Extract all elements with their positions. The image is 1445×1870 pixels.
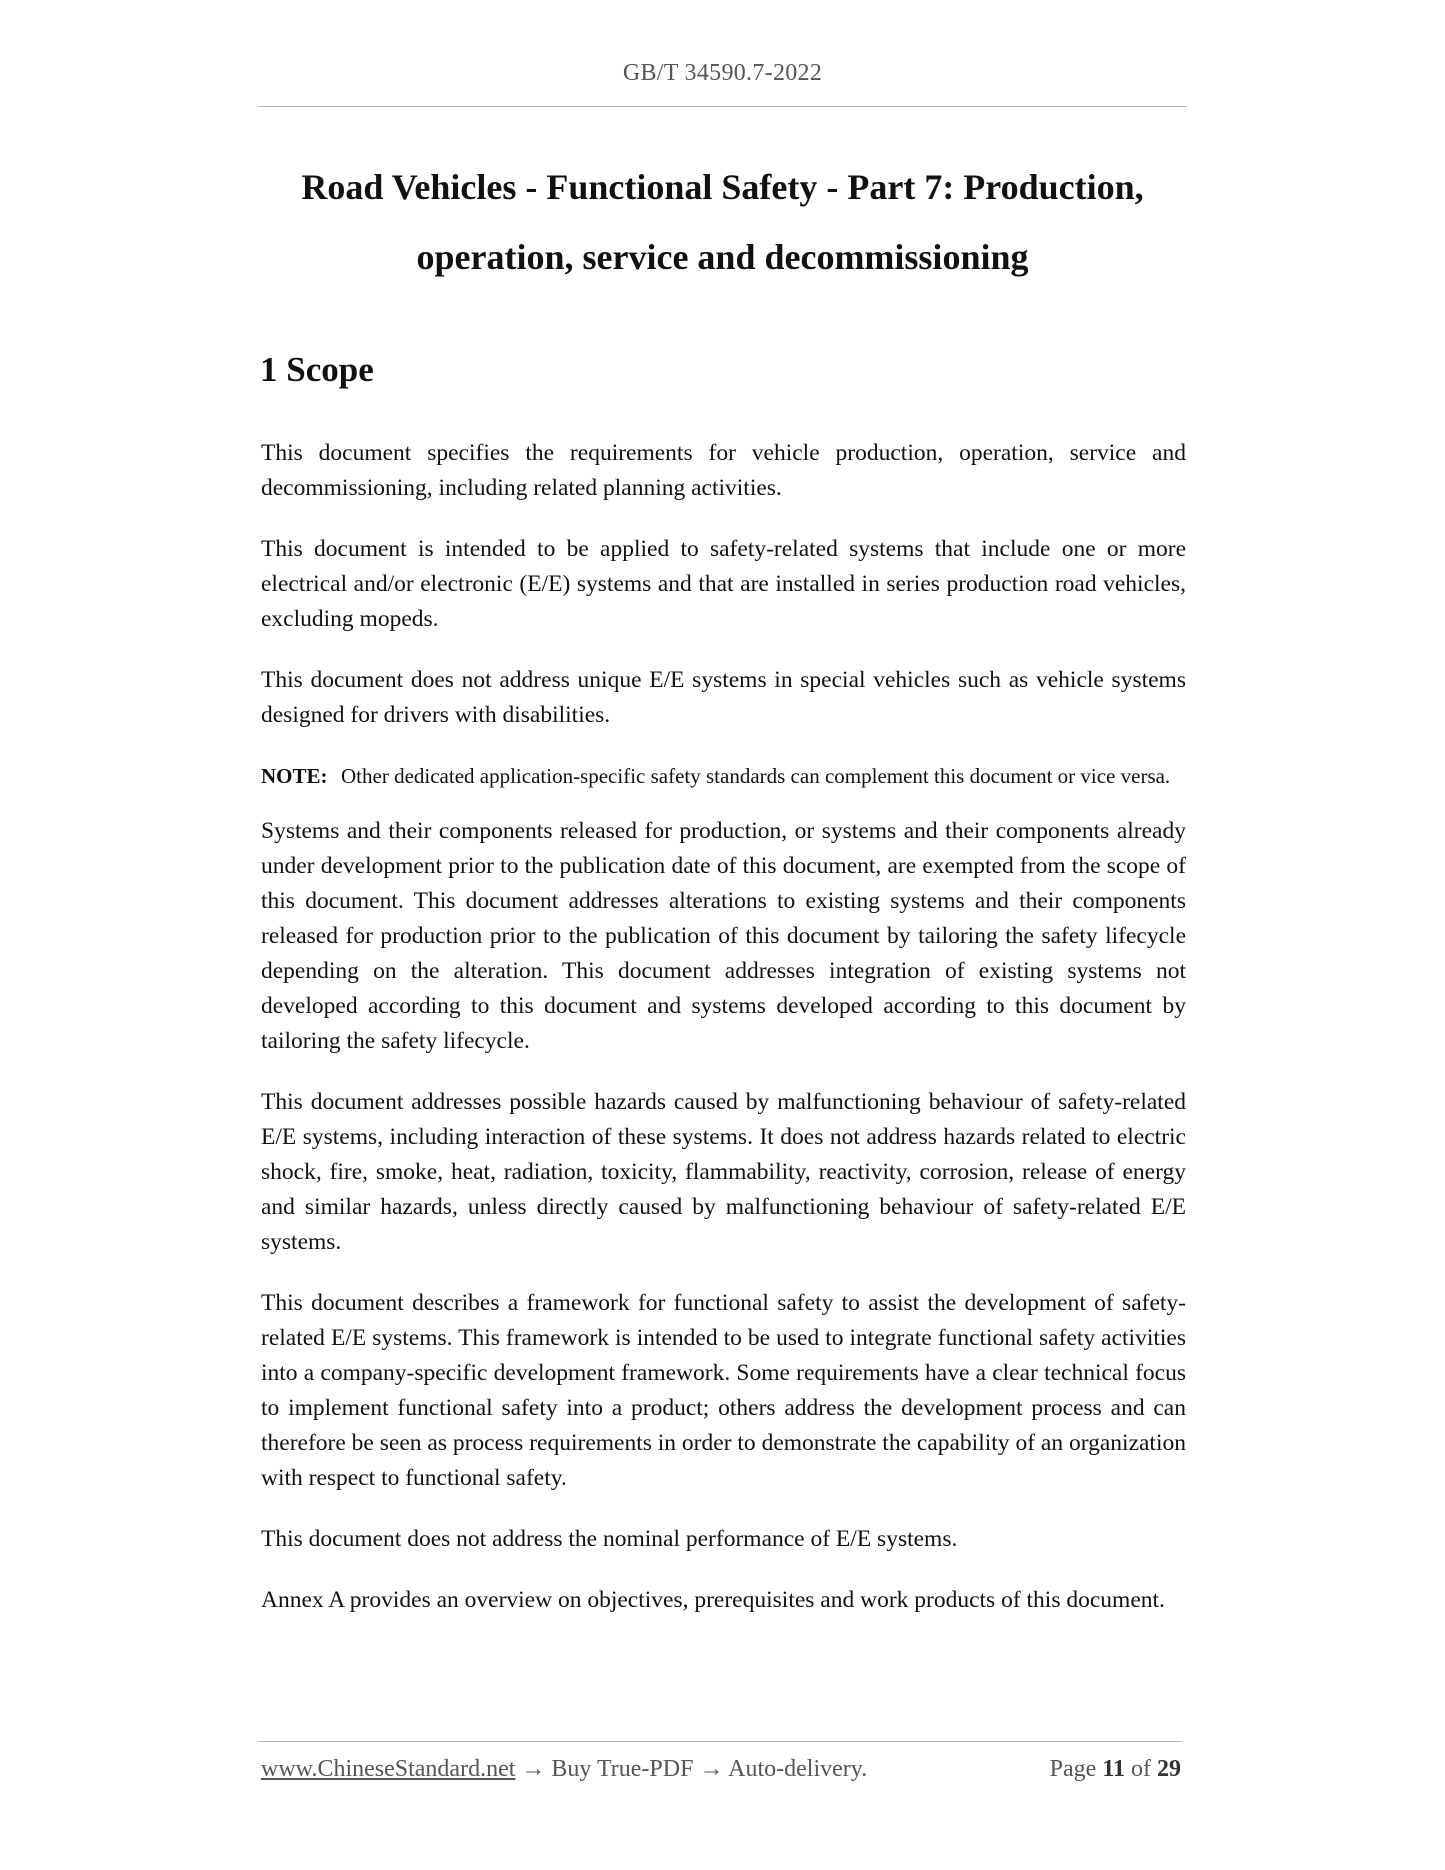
of-label: of	[1131, 1756, 1151, 1782]
paragraph: This document specifies the requirements for vehicle production, operation, service and decommissioning, including related planning activities.	[261, 440, 1186, 501]
paragraph: This document does not address unique E/E systems in special vehicles such as vehicle systems designed for drivers with disabilities.	[261, 667, 1186, 728]
running-header-standard-code: GB/T 34590.7-2022	[622, 60, 823, 86]
paragraph: This document describes a framework for functional safety to assist the development of safety-related E/E systems. This framework is intended to be used to integrate functional safety activities into a company-specific development framework. Some requirements have a clear technical focus to implement functional safety into a product; others address the development process and can therefore be seen as process requirements in order to demonstrate the capability of an organization with respect to functional safety.	[261, 1290, 1186, 1491]
arrow-right-icon: →	[521, 1756, 546, 1782]
buy-true-pdf-text: Buy True-PDF	[551, 1756, 694, 1782]
footer-promo	[261, 1756, 867, 1783]
arrow-right-icon: →	[699, 1756, 724, 1782]
section-body	[261, 436, 1186, 1644]
document-title	[258, 152, 1187, 292]
document-title-line-1: Road Vehicles - Functional Safety - Part 7: Production,	[301, 167, 1144, 207]
current-page-number: 11	[1102, 1756, 1125, 1782]
paragraph: Annex A provides an overview on objectives, prerequisites and work products of this document.	[261, 1587, 1165, 1613]
note-label: NOTE:	[261, 764, 328, 788]
section-heading-scope: 1 Scope	[260, 350, 374, 389]
auto-delivery-text: Auto-delivery.	[728, 1756, 868, 1782]
site-link[interactable]: www.ChineseStandard.net	[261, 1756, 516, 1782]
total-pages-number: 29	[1157, 1756, 1181, 1782]
paragraph: This document is intended to be applied to safety-related systems that include one or more electrical and/or electronic (E/E) systems and that are installed in series production road vehicles, excluding mopeds.	[261, 536, 1186, 632]
paragraph: This document does not address the nominal performance of E/E systems.	[261, 1526, 958, 1552]
header-divider	[258, 106, 1187, 107]
page-indicator	[1050, 1756, 1181, 1783]
footer-divider	[258, 1741, 1182, 1742]
note-text: Other dedicated application-specific safety standards can complement this document or vice versa.	[341, 764, 1171, 788]
paragraph: Systems and their components released for production, or systems and their components already under development prior to the publication date of this document, are exempted from the scope of this document. This document addresses alterations to existing systems and their components released for production prior to the publication of this document by tailoring the safety lifecycle depending on the alteration. This document addresses integration of existing systems not developed according to this document and systems developed according to this document by tailoring the safety lifecycle.	[261, 818, 1186, 1054]
document-title-line-2: operation, service and decommissioning	[416, 237, 1029, 277]
note-block	[261, 759, 1186, 794]
page-label: Page	[1049, 1756, 1097, 1782]
paragraph: This document addresses possible hazards caused by malfunctioning behaviour of safety-related E/E systems, including interaction of these systems. It does not address hazards related to electric shock, fire, smoke, heat, radiation, toxicity, flammability, reactivity, corrosion, release of energy and similar hazards, unless directly caused by malfunctioning behaviour of safety-related E/E systems.	[261, 1089, 1186, 1255]
